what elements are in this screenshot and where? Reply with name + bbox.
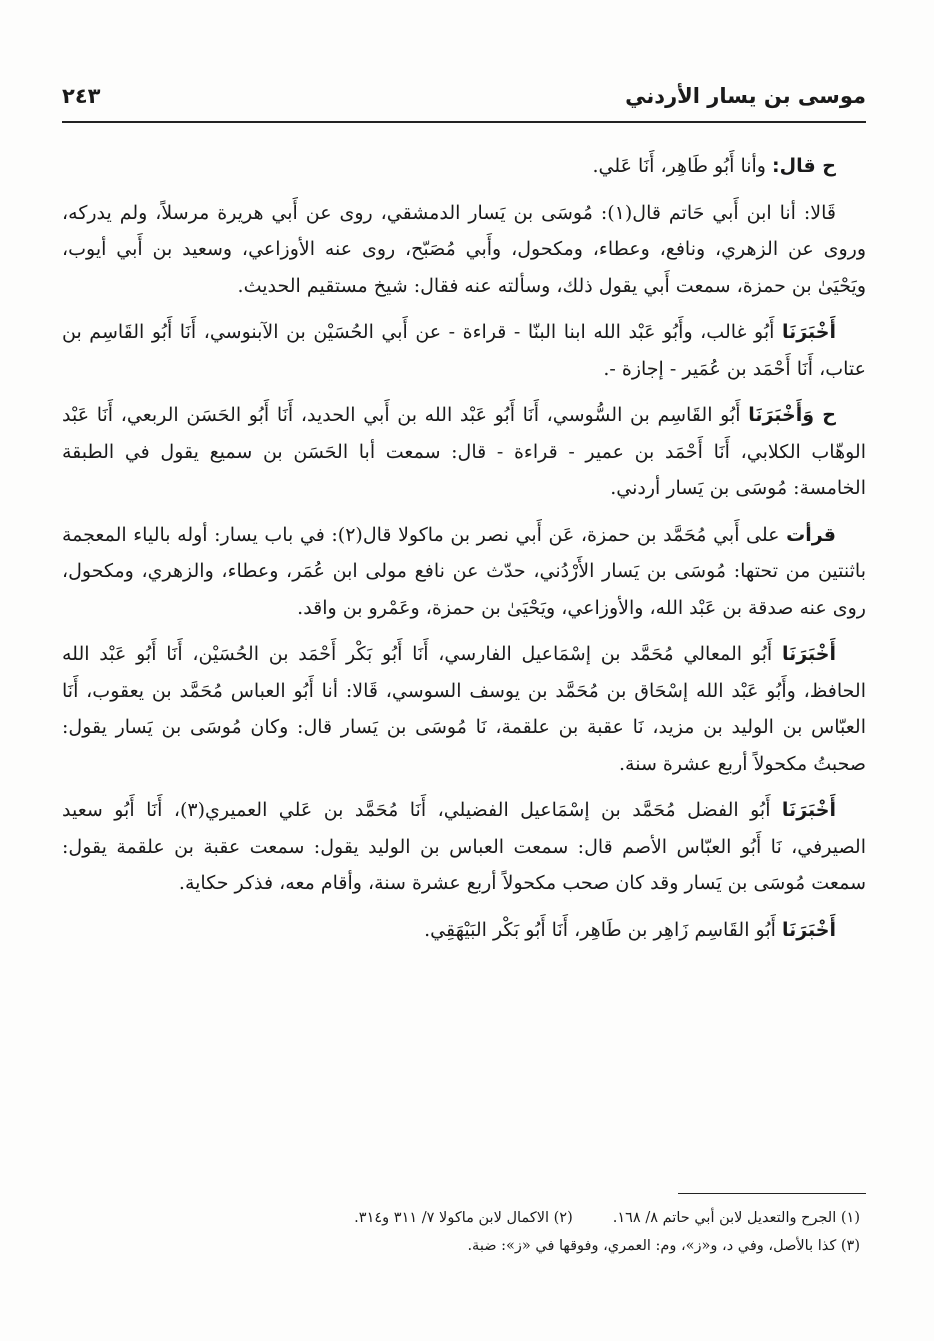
paragraph <box>62 912 866 949</box>
footnote-2: (٢) الاكمال لابن ماكولا ٧/ ٣١١ و٣١٤. <box>354 1210 573 1226</box>
paragraph <box>62 314 866 387</box>
running-head <box>62 82 866 116</box>
paragraph-text: على أَبي مُحَمَّد بن حمزة، عَن أَبي نصر بن ماكولا قال(٢): في باب يسار: أوله بالياء المعجمة باثنتين من تحتها: مُوسَى بن يَسار الأَرْدُني، حدّث عن نافع مولى ابن عُمَر، وعطاء، والزهري، ومكحول، روى عنه صدقة بن عَبْد الله، والأوزاعي، ويَحْيَىٰ بن حمزة، وعَمْرو بن واقد. <box>62 523 866 619</box>
paragraph-lead: أَخْبَرَنَا <box>781 799 836 821</box>
paragraph-text: أَبُو المعالي مُحَمَّد بن إسْمَاعيل الفارسي، أَنَا أَبُو بَكْر أَحْمَد بن الحُسَيْن، أَنَا أَبُو عَبْد الله الحافظ، وأَبُو عَبْد الله إسْحَاق بن مُحَمَّد بن يوسف السوسي، قَالا: أنا أَبُو العباس مُحَمَّد بن يعقوب، أَنَا العبّاس بن الوليد بن مزيد، نَا عقبة بن علقمة، نَا مُوسَى بن يَسار قال: وكان مُوسَى بن يَسار يقول: صحبتُ مكحولاً أربع عشرة سنة. <box>62 643 866 775</box>
paragraph-lead: أَخْبَرَنَا <box>781 643 836 665</box>
paragraph-text: قَالا: أنا ابن أَبي حَاتم قال(١): مُوسَى بن يَسار الدمشقي، روى عن أَبي هريرة مرسلاً، ولم يدركه، وروى عن الزهري، ونافع، وعطاء، ومكحول، وأَبي مُصَبّح، روى عنه الأوزاعي، وسعيد بن أَبي أيوب، ويَحْيَىٰ بن حمزة، سمعت أَبي يقول ذلك، وسألته عنه فقال: شيخ مستقيم الحديث. <box>62 201 866 297</box>
paragraph-lead: قرأت <box>786 523 836 546</box>
paragraph <box>62 517 866 627</box>
paragraph-lead: ح قال: <box>772 155 836 177</box>
paragraph <box>62 792 866 902</box>
footnote-line <box>62 1232 860 1260</box>
paragraph-text: أَبُو غالب، وأَبُو عَبْد الله ابنا البنّا - قراءة - عن أَبي الحُسَيْن بن الآبنوسي، أَنَا أَبُو القَاسِم بن عتاب، أَنَا أَحْمَد بن عُمَير - إجازة -. <box>62 321 866 380</box>
footnotes <box>62 1204 860 1260</box>
footnote-1: (١) الجرح والتعديل لابن أبي حاتم ٨/ ١٦٨. <box>612 1210 860 1226</box>
paragraph-text: أَبُو الفضل مُحَمَّد بن إسْمَاعيل الفضيلي، أَنَا مُحَمَّد بن عَلي العميري(٣)، أَنَا أَبُو سعيد الصيرفي، نَا أَبُو العبّاس الأصم قال: سمعت العباس بن الوليد يقول: سمعت عقبة بن علقمة يقول: سمعت مُوسَى بن يَسار وقد كان صحب مكحولاً أربع عشرة سنة، وأقام معه، فذكر حكاية. <box>62 799 866 894</box>
page-number: ٢٤٣ <box>62 84 101 108</box>
main-text <box>62 148 866 958</box>
paragraph <box>62 148 866 185</box>
footnote-3: (٣) كذا بالأصل، وفي د، و«ز»، وم: العمري، وفوقها في «ز»: ضبة. <box>467 1238 860 1254</box>
paragraph-lead: ح وَأَخْبَرَنَا <box>748 404 836 426</box>
paragraph-text: أَبُو القَاسِم زَاهِر بن طَاهِر، أَنَا أَبُو بَكْر البَيْهَقِي. <box>424 918 782 941</box>
paragraph <box>62 636 866 782</box>
paragraph-lead: أَخْبَرَنَا <box>781 918 836 941</box>
running-title: موسى بن يسار الأردني <box>625 84 866 108</box>
paragraph <box>62 195 866 305</box>
paragraph-text: وأنا أَبُو طَاهِر، أَنَا عَلي. <box>592 155 773 177</box>
paragraph <box>62 397 866 507</box>
footnote-line <box>62 1204 860 1232</box>
footnote-rule <box>678 1193 866 1194</box>
paragraph-text: أَبُو القَاسِم بن السُّوسي، أَنَا أَبُو عَبْد الله بن أَبي الحديد، أَنَا أَبُو الحَسَن الربعي، أَنَا عَبْد الوهّاب الكلابي، أَنَا أَحْمَد بن عمير - قراءة - قال: سمعت أبا الحَسَن بن سميع يقول في الطبقة الخامسة: مُوسَى بن يَسار أردني. <box>62 404 866 499</box>
paragraph-lead: أَخْبَرَنَا <box>781 321 836 343</box>
header-rule <box>62 121 866 123</box>
